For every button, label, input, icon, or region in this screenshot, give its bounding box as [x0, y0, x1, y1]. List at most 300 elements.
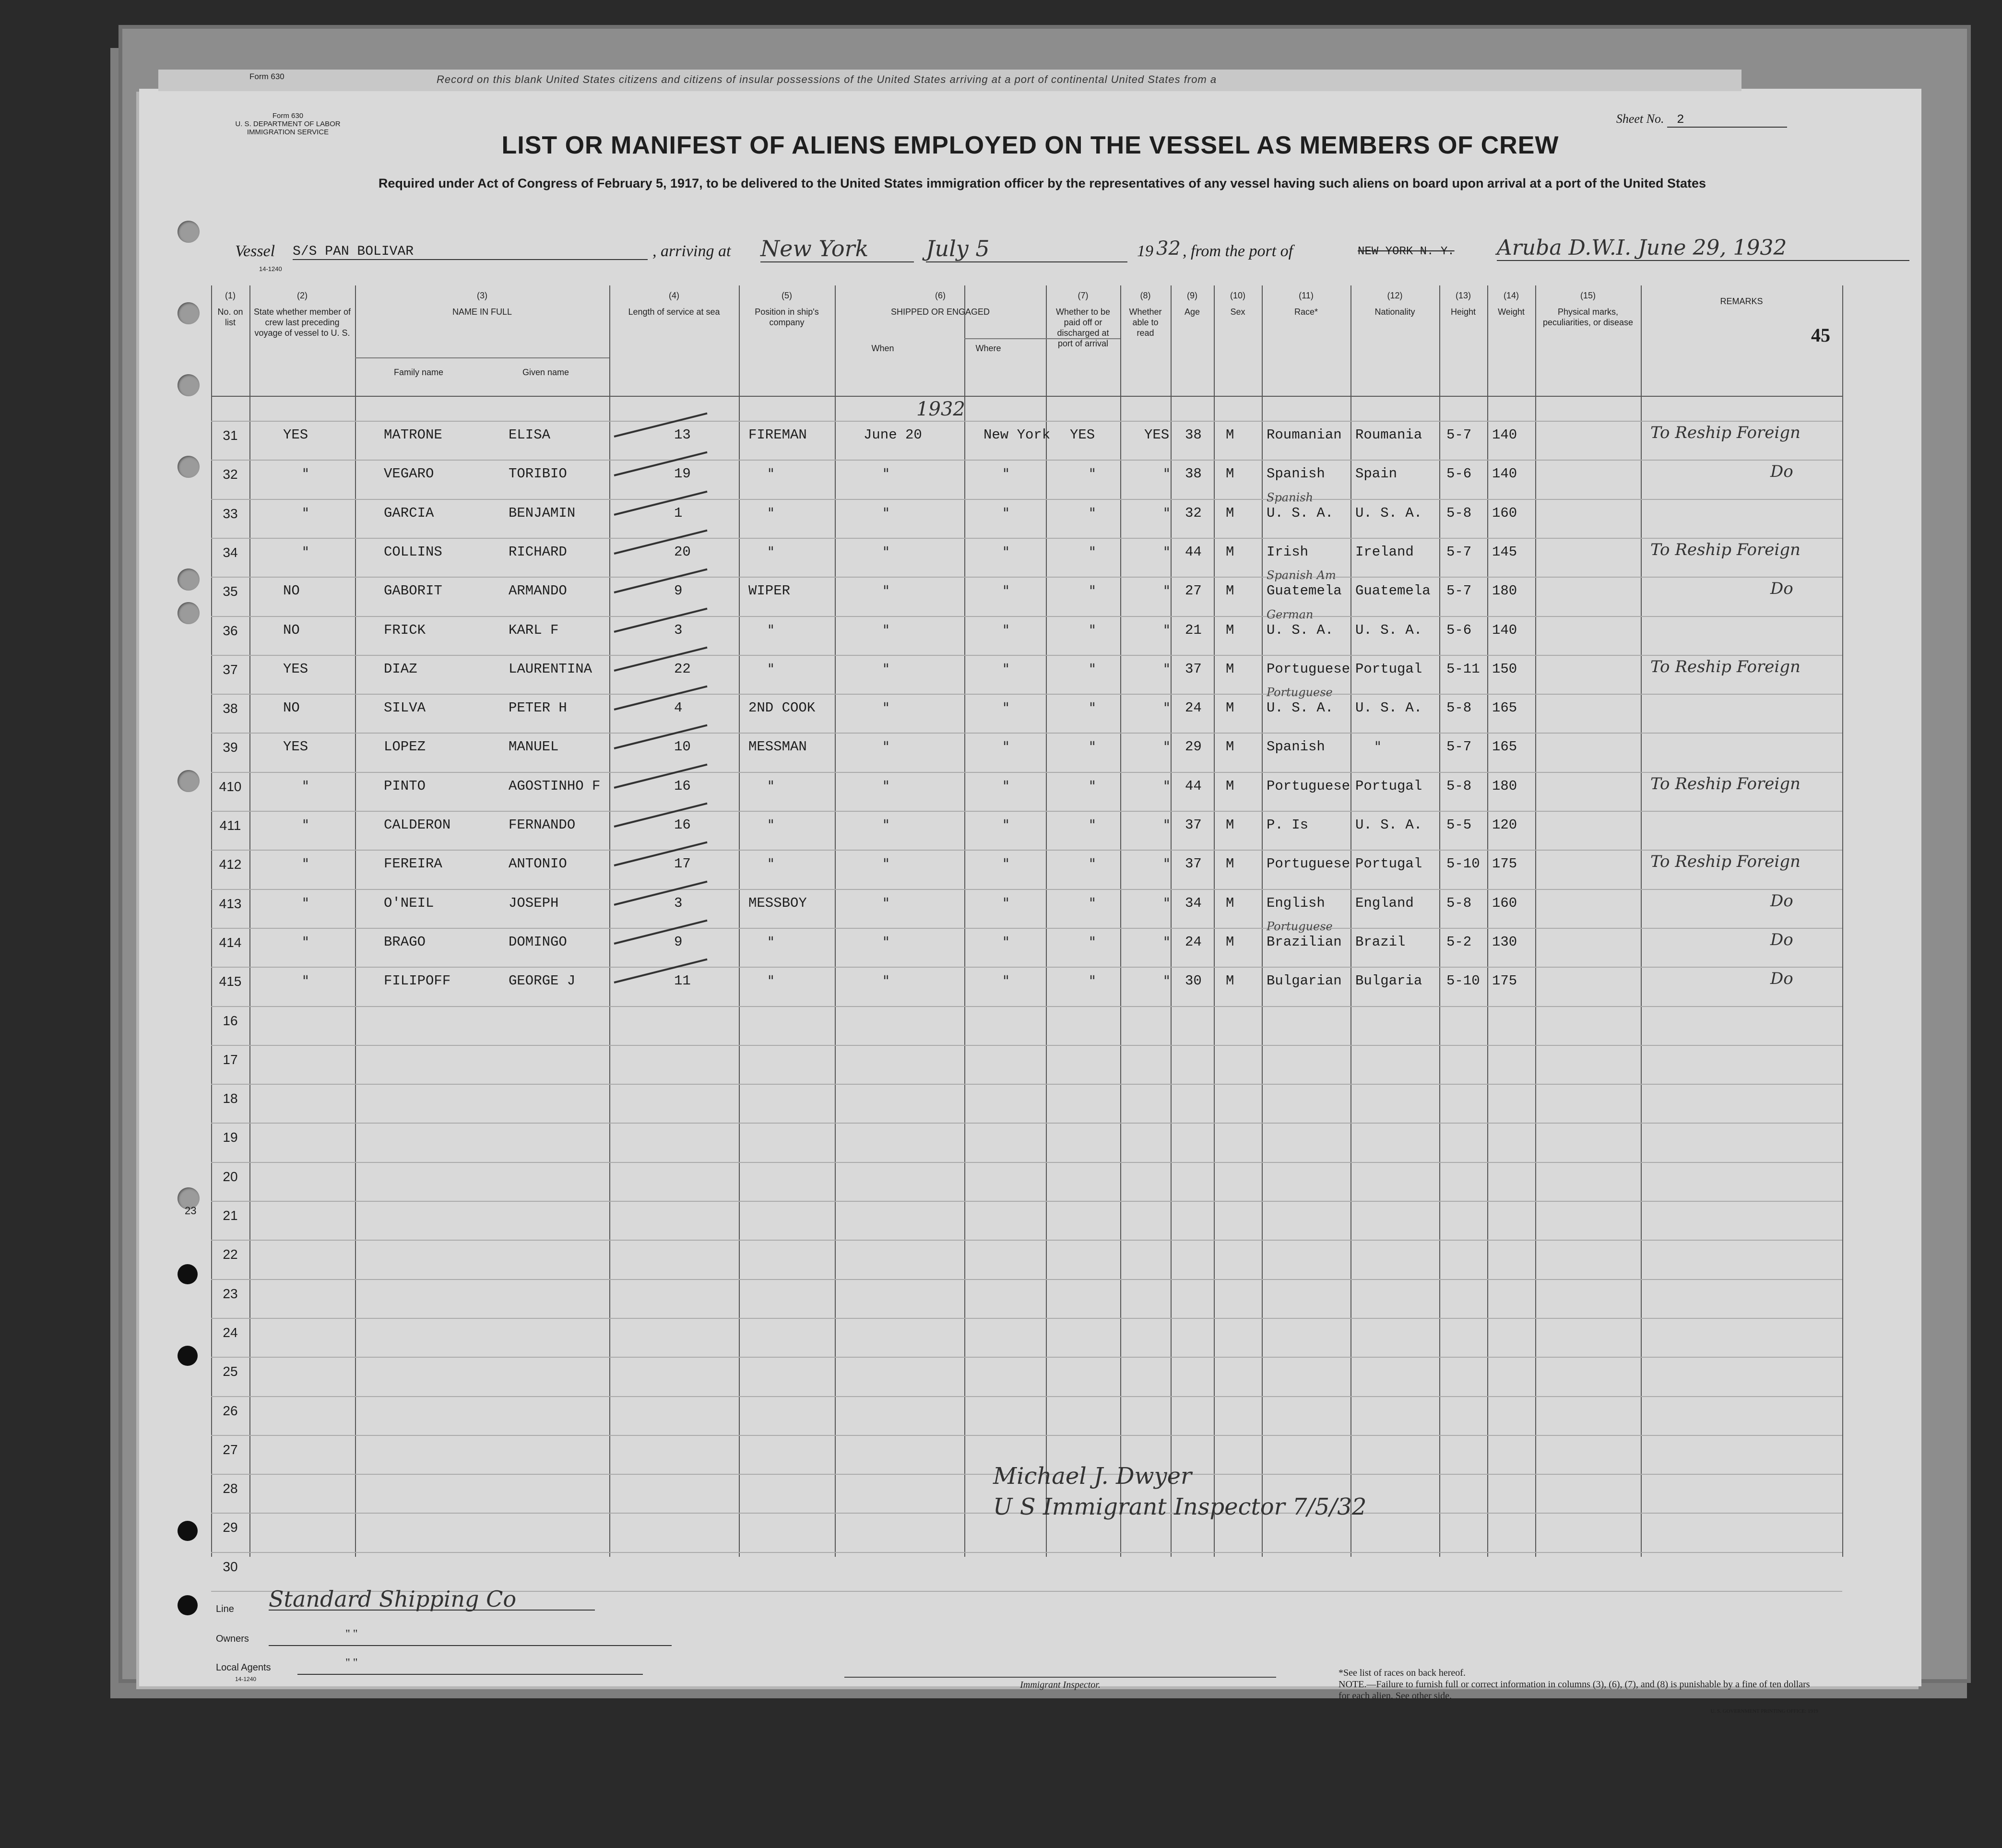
sheet-number [1616, 112, 1787, 128]
cell-paid: " [1089, 544, 1096, 561]
check-stroke [614, 646, 708, 671]
row-divider [211, 1552, 1842, 1553]
row-divider [211, 577, 1842, 578]
column-number: (9) [1187, 291, 1197, 300]
row-divider [211, 421, 1842, 422]
cell-service: 11 [674, 973, 691, 989]
subheader-family: Family name [393, 367, 444, 377]
row-number: 33 [223, 506, 238, 521]
cell-age: 24 [1185, 700, 1202, 716]
cell-race: U. S. A. [1267, 622, 1334, 638]
cell-position: " [768, 817, 774, 834]
cell-nat: U. S. A. [1355, 817, 1422, 833]
check-stroke [614, 490, 708, 515]
column-label: Physical marks, peculiarities, or disease [1542, 307, 1634, 327]
row-divider [211, 1006, 1842, 1007]
cell-height: 5-10 [1446, 973, 1480, 989]
row-divider [211, 733, 1842, 734]
cell-weight: 140 [1492, 466, 1517, 482]
cell-position: MESSBOY [748, 895, 807, 911]
cell-race: P. Is [1267, 817, 1309, 833]
cell-service: 13 [674, 427, 691, 443]
cell-family: GABORIT [384, 583, 442, 599]
row-number: 35 [223, 584, 238, 599]
column-label: Sex [1230, 307, 1245, 317]
cell-weight: 140 [1492, 427, 1517, 443]
row-divider [211, 538, 1842, 539]
binder-hole [178, 569, 200, 591]
row-divider [211, 1318, 1842, 1319]
cell-age: 24 [1185, 934, 1202, 950]
cell-crew: " [302, 505, 309, 522]
cell-crew: " [302, 466, 309, 483]
column-header-15 [1535, 290, 1641, 328]
arrival-year: 32 [1156, 237, 1181, 260]
cell-paid: " [1089, 973, 1096, 990]
cell-weight: 140 [1492, 622, 1517, 638]
row-divider [211, 616, 1842, 617]
cell-crew: " [302, 934, 309, 951]
cell-race: Irish [1267, 544, 1309, 560]
cell-position: " [768, 934, 774, 951]
cell-family: BRAGO [384, 934, 426, 950]
strip-text: Record on this blank United States citizens and citizens of insular possessions of the United States arriving at a port of continental United States from a [437, 73, 1217, 85]
cell-height: 5-8 [1446, 778, 1472, 794]
cell-where: " [1003, 622, 1009, 639]
column-number: (1) [225, 291, 236, 300]
row-number: 413 [219, 896, 242, 911]
cell-family: DIAZ [384, 661, 417, 677]
cell-family: CALDERON [384, 817, 451, 833]
cell-when: " [883, 661, 889, 678]
cell-crew: " [302, 973, 309, 990]
cell-age: 34 [1185, 895, 1202, 911]
cell-service: 3 [674, 895, 683, 911]
check-stroke [614, 686, 708, 711]
column-label: Nationality [1374, 307, 1415, 317]
cell-given: DOMINGO [509, 934, 567, 950]
cell-family: FRICK [384, 622, 426, 638]
cell-crew: NO [283, 583, 300, 599]
cell-age: 27 [1185, 583, 1202, 599]
footnotes [1339, 1667, 1818, 1717]
cell-weight: 175 [1492, 856, 1517, 872]
cell-nat: Guatemela [1355, 583, 1431, 599]
vessel-label: Vessel [235, 242, 275, 260]
cell-nat: Portugal [1355, 856, 1422, 872]
cell-age: 37 [1185, 817, 1202, 833]
row-divider [211, 694, 1842, 695]
cell-sex: M [1226, 544, 1234, 560]
immigrant-inspector-label: Immigrant Inspector. [844, 1677, 1276, 1691]
cell-paid: " [1089, 583, 1096, 600]
cell-given: BENJAMIN [509, 505, 576, 521]
cell-weight: 160 [1492, 895, 1517, 911]
cell-sex: M [1226, 700, 1234, 716]
cell-given: RICHARD [509, 544, 567, 560]
cell-height: 5-10 [1446, 856, 1480, 872]
cell-crew: " [302, 817, 309, 834]
row-number: 36 [223, 623, 238, 638]
cell-when: " [883, 934, 889, 951]
cell-weight: 120 [1492, 817, 1517, 833]
signature-title [993, 1492, 1366, 1522]
binder-hole [178, 770, 200, 792]
cell-crew: " [302, 895, 309, 912]
cell-position: WIPER [748, 583, 791, 599]
binder-hole [178, 374, 200, 396]
binder-hole [178, 1595, 198, 1615]
cell-given: LAURENTINA [509, 661, 592, 677]
cell-remark: To Reship Foreign [1650, 774, 1801, 794]
cell-nat: Brazil [1355, 934, 1406, 950]
cell-crew: NO [283, 700, 300, 716]
row-divider [211, 1201, 1842, 1202]
column-label: SHIPPED OR ENGAGED [890, 307, 990, 317]
column-header-14 [1487, 290, 1535, 317]
cell-height: 5-11 [1446, 661, 1480, 677]
column-label: Position in ship's company [755, 307, 819, 327]
cell-read: " [1163, 856, 1170, 873]
row-number: 21 [223, 1208, 238, 1223]
cell-sex: M [1226, 661, 1234, 677]
cell-read: " [1163, 583, 1170, 600]
cell-nat: Spain [1355, 466, 1398, 482]
column-header-9 [1171, 290, 1214, 317]
binder-hole [178, 456, 200, 478]
strip-form-label: Form 630 [249, 72, 284, 81]
cell-nat: Bulgaria [1355, 973, 1422, 989]
cell-read: YES [1144, 427, 1170, 443]
cell-position: " [768, 622, 774, 639]
cell-nat: " [1374, 739, 1381, 756]
row-divider [211, 1396, 1842, 1397]
row-number: 37 [223, 662, 238, 677]
cell-race: Guatemela [1267, 583, 1342, 599]
cell-read: " [1163, 778, 1170, 795]
check-stroke [614, 959, 708, 983]
cell-where: " [1003, 739, 1009, 756]
cell-where: " [1003, 505, 1009, 522]
cell-service: 16 [674, 817, 691, 833]
signature-date: 7/5/32 [1292, 1493, 1367, 1520]
cell-when: " [883, 622, 889, 639]
row-number: 412 [219, 857, 242, 872]
cell-when: " [883, 973, 889, 990]
cell-sex: M [1226, 505, 1234, 521]
sheet-label: Sheet No. [1616, 112, 1664, 126]
cell-weight: 180 [1492, 583, 1517, 599]
row-number: 24 [223, 1325, 238, 1340]
cell-height: 5-7 [1446, 739, 1472, 755]
cell-when: June 20 [864, 427, 922, 443]
row-number: 29 [223, 1520, 238, 1535]
cell-nat: Portugal [1355, 778, 1422, 794]
column-label: Whether to be paid off or discharged at port of arrival [1055, 307, 1111, 348]
cell-age: 44 [1185, 778, 1202, 794]
cell-nat: Roumania [1355, 427, 1422, 443]
binder-hole [178, 221, 200, 243]
column-divider [835, 285, 836, 1557]
cell-age: 44 [1185, 544, 1202, 560]
cell-family: O'NEIL [384, 895, 434, 911]
row-divider [211, 1045, 1842, 1046]
column-divider [1641, 285, 1642, 1557]
cell-sex: M [1226, 427, 1234, 443]
cell-given: TORIBIO [509, 466, 567, 482]
cell-weight: 130 [1492, 934, 1517, 950]
name-subheader-divider [355, 357, 609, 358]
cell-family: COLLINS [384, 544, 442, 560]
row-number: 19 [223, 1130, 238, 1145]
row-number: 32 [223, 467, 238, 482]
row-divider [211, 1279, 1842, 1280]
cell-read: " [1163, 622, 1170, 639]
inspector-signature [993, 1461, 1366, 1522]
check-stroke [614, 607, 708, 632]
cell-given: ANTONIO [509, 856, 567, 872]
from-port: Aruba D.W.I. June 29, 1932 [1497, 236, 1909, 261]
column-divider [1535, 285, 1536, 1557]
cell-paid: " [1089, 778, 1096, 795]
binder-hole [178, 1264, 198, 1284]
column-number: (2) [297, 291, 308, 300]
row-divider [211, 1435, 1842, 1436]
cell-race: Brazilian [1267, 934, 1342, 950]
vessel-line [235, 236, 1914, 272]
cell-where: " [1003, 895, 1009, 912]
cell-height: 5-6 [1446, 466, 1472, 482]
cell-age: 37 [1185, 661, 1202, 677]
cell-when: " [883, 817, 889, 834]
cell-service: 3 [674, 622, 683, 638]
column-header-10 [1214, 290, 1262, 317]
column-divider [1350, 285, 1351, 1557]
cell-remark: Do [1770, 930, 1793, 949]
form-code: 14-1240 [259, 265, 282, 272]
cell-service: 4 [674, 700, 683, 716]
cell-family: FEREIRA [384, 856, 442, 872]
cell-race: Bulgarian [1267, 973, 1342, 989]
cell-race: Spanish [1267, 466, 1325, 482]
cell-given: PETER H [509, 700, 567, 716]
margin-mark: 23 [185, 1205, 197, 1217]
cell-when: " [883, 466, 889, 483]
column-divider [1046, 285, 1047, 1557]
cell-nat: U. S. A. [1355, 622, 1422, 638]
cell-service: 9 [674, 934, 683, 950]
column-label: Height [1450, 307, 1476, 317]
race-note: *See list of races on back hereof. [1339, 1668, 1466, 1678]
row-divider [211, 811, 1842, 812]
cell-height: 5-8 [1446, 505, 1472, 521]
cell-given: JOSEPH [509, 895, 559, 911]
column-divider [609, 285, 610, 1557]
cell-sex: M [1226, 973, 1234, 989]
column-header-6 [835, 290, 1046, 317]
column-header-12 [1350, 290, 1439, 317]
cell-height: 5-8 [1446, 895, 1472, 911]
row-number: 17 [223, 1052, 238, 1067]
row-divider [211, 850, 1842, 851]
subheader-given: Given name [522, 367, 569, 377]
column-label: Whether able to read [1129, 307, 1162, 338]
column-label: Race* [1294, 307, 1318, 317]
cell-paid: " [1089, 622, 1096, 639]
column-number: (4) [669, 291, 679, 300]
cell-height: 5-7 [1446, 427, 1472, 443]
cell-family: LOPEZ [384, 739, 426, 755]
cell-sex: M [1226, 622, 1234, 638]
cell-height: 5-2 [1446, 934, 1472, 950]
cell-weight: 180 [1492, 778, 1517, 794]
cell-where: " [1003, 544, 1009, 561]
cell-given: GEORGE J [509, 973, 576, 989]
row-divider [211, 655, 1842, 656]
cell-race: Roumanian [1267, 427, 1342, 443]
cell-read: " [1163, 817, 1170, 834]
cell-crew: YES [283, 739, 308, 755]
cell-height: 5-6 [1446, 622, 1472, 638]
cell-nat: U. S. A. [1355, 700, 1422, 716]
cell-remark: To Reship Foreign [1650, 852, 1801, 872]
check-stroke [614, 763, 708, 788]
cell-paid: " [1089, 856, 1096, 873]
cell-crew: " [302, 544, 309, 561]
cell-height: 5-8 [1446, 700, 1472, 716]
cell-where: " [1003, 817, 1009, 834]
column-label: Weight [1498, 307, 1525, 317]
cell-age: 30 [1185, 973, 1202, 989]
cell-service: 16 [674, 778, 691, 794]
cell-weight: 150 [1492, 661, 1517, 677]
cell-remark: To Reship Foreign [1650, 423, 1801, 442]
from-port-struck: NEW YORK N. Y. [1358, 245, 1455, 258]
row-number: 30 [223, 1559, 238, 1574]
cell-read: " [1163, 700, 1170, 717]
row-number: 410 [219, 779, 242, 794]
sheet-value: 2 [1667, 112, 1787, 128]
column-number: (10) [1230, 291, 1245, 300]
cell-sex: M [1226, 583, 1234, 599]
column-number: (3) [477, 291, 487, 300]
cell-sex: M [1226, 856, 1234, 872]
page-number: 45 [1811, 324, 1830, 346]
cell-crew: " [302, 856, 309, 873]
cell-position: " [768, 778, 774, 795]
cell-crew: YES [283, 427, 308, 443]
cell-service: 9 [674, 583, 683, 599]
cell-given: KARL F [509, 622, 559, 638]
cell-position: MESSMAN [748, 739, 807, 755]
column-label: REMARKS [1720, 296, 1763, 306]
cell-crew: NO [283, 622, 300, 638]
column-divider [1439, 285, 1440, 1557]
binder-hole [178, 1521, 198, 1541]
cell-where: " [1003, 856, 1009, 873]
row-number: 28 [223, 1481, 238, 1496]
cell-paid: " [1089, 817, 1096, 834]
column-header-8 [1120, 290, 1171, 338]
check-stroke [614, 530, 708, 555]
cell-when: " [883, 544, 889, 561]
row-number: 25 [223, 1364, 238, 1379]
row-number: 16 [223, 1013, 238, 1028]
row-number: 26 [223, 1403, 238, 1418]
column-divider [249, 285, 250, 1557]
cell-remark: To Reship Foreign [1650, 540, 1801, 559]
cell-remark: Do [1770, 462, 1793, 482]
cell-nat: Portugal [1355, 661, 1422, 677]
row-divider [211, 1240, 1842, 1241]
cell-family: PINTO [384, 778, 426, 794]
cell-crew: YES [283, 661, 308, 677]
cell-read: " [1163, 739, 1170, 756]
cell-age: 21 [1185, 622, 1202, 638]
cell-age: 37 [1185, 856, 1202, 872]
arriving-label: , arriving at [652, 242, 731, 260]
cell-service: 20 [674, 544, 691, 560]
row-number: 27 [223, 1442, 238, 1457]
page-subtitle: Required under Act of Congress of February 5, 1917, to be delivered to the United States immigration officer by the representatives of any vessel having such aliens on board upon arrival at a port of the United States [378, 176, 1706, 190]
row-number: 415 [219, 974, 242, 989]
manifest-page [139, 72, 1921, 1714]
subheader-when: When [871, 344, 894, 353]
cell-where: " [1003, 778, 1009, 795]
cell-age: 29 [1185, 739, 1202, 755]
cell-paid: " [1089, 739, 1096, 756]
cell-race: U. S. A. [1267, 505, 1334, 521]
cell-family: MATRONE [384, 427, 442, 443]
cell-paid: YES [1070, 427, 1095, 443]
column-header-11 [1262, 290, 1350, 317]
column-divider [1214, 285, 1215, 1557]
cell-race: Spanish [1267, 739, 1325, 755]
row-divider [211, 1357, 1842, 1358]
cell-where: " [1003, 583, 1009, 600]
cell-nat: Ireland [1355, 544, 1414, 560]
column-number: (12) [1387, 291, 1403, 300]
cell-sex: M [1226, 895, 1234, 911]
check-stroke [614, 569, 708, 593]
cell-service: 1 [674, 505, 683, 521]
cell-given: MANUEL [509, 739, 559, 755]
column-header-2 [249, 290, 355, 338]
column-number: (14) [1503, 291, 1519, 300]
column-divider [1262, 285, 1263, 1557]
cell-when: " [883, 583, 889, 600]
column-divider [1120, 285, 1121, 1557]
row-number: 22 [223, 1247, 238, 1262]
cell-nat: U. S. A. [1355, 505, 1422, 521]
cell-read: " [1163, 895, 1170, 912]
cell-age: 38 [1185, 466, 1202, 482]
header-divider [211, 396, 1842, 397]
column-number: (7) [1078, 291, 1089, 300]
row-number: 34 [223, 545, 238, 560]
row-divider [211, 967, 1842, 968]
column-divider [1842, 285, 1843, 1557]
agents-value: " " [297, 1657, 643, 1675]
binder-hole [178, 602, 200, 624]
column-header-13 [1439, 290, 1487, 317]
printer-imprint: U. S. GOVERNMENT PRINTING OFFICE: 1919 [1710, 1708, 1818, 1714]
check-stroke [614, 413, 708, 438]
cell-read: " [1163, 934, 1170, 951]
cell-service: 22 [674, 661, 691, 677]
column-header-3 [355, 290, 609, 317]
check-stroke [614, 880, 708, 905]
